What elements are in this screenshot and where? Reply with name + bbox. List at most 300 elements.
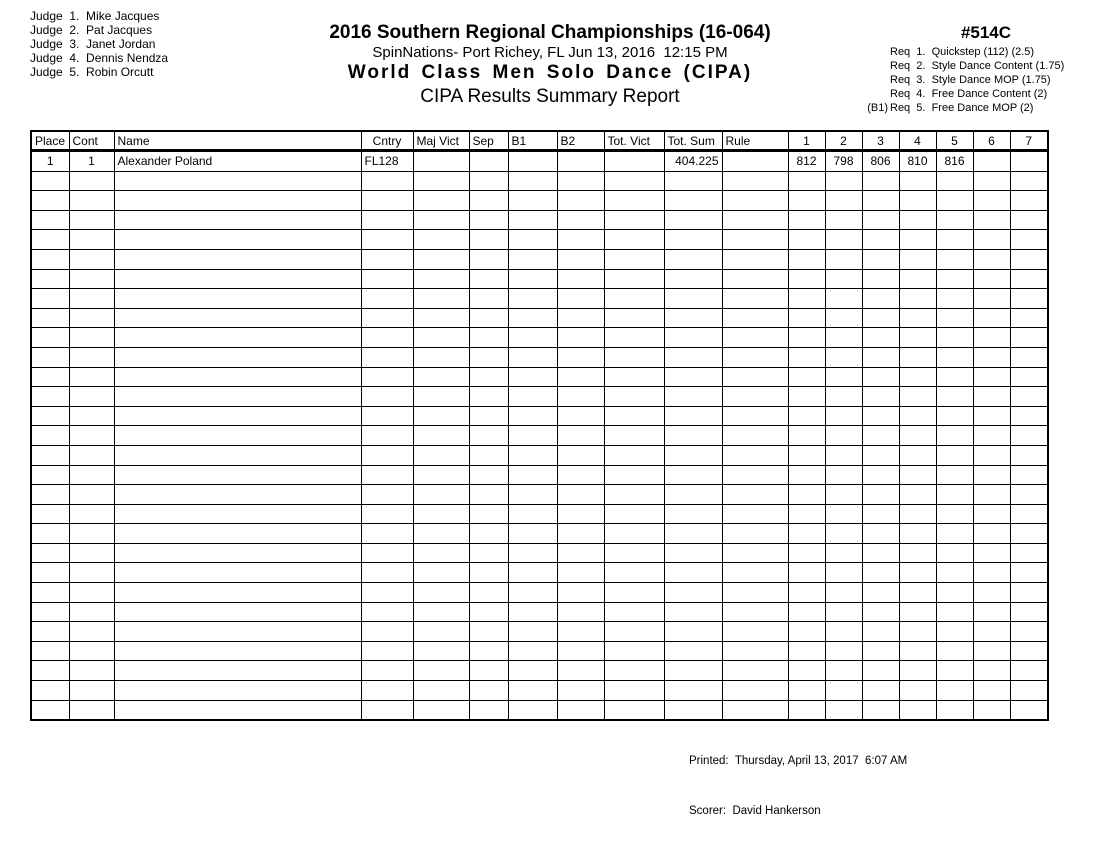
cell-2: 798: [825, 151, 862, 172]
cell-b1: [508, 465, 557, 485]
cell-b1: [508, 367, 557, 387]
cell-3: [862, 563, 899, 583]
cell-cont: [69, 387, 114, 407]
cell-name: [114, 328, 361, 348]
cell-1: [788, 700, 825, 720]
requirement-line: [864, 87, 1082, 101]
cell-cntry: [361, 289, 413, 309]
cell-1: [788, 210, 825, 230]
cell-tot-vict: [604, 171, 664, 191]
cell-maj-vict: [413, 485, 469, 505]
event-number: #514C: [960, 23, 1012, 42]
cell-3: [862, 230, 899, 250]
cell-tot-sum: [664, 661, 722, 681]
cell-sep: [469, 583, 508, 603]
cell-5: [936, 543, 973, 563]
cell-place: [31, 269, 69, 289]
cell-b1: [508, 426, 557, 446]
cell-4: [899, 269, 936, 289]
cell-6: [973, 289, 1010, 309]
cell-cntry: [361, 171, 413, 191]
cell-maj-vict: [413, 249, 469, 269]
cell-place: [31, 230, 69, 250]
empty-row: [31, 661, 1048, 681]
cell-5: 816: [936, 151, 973, 172]
empty-row: [31, 230, 1048, 250]
cell-b2: [557, 426, 604, 446]
cell-6: [973, 622, 1010, 642]
cell-name: [114, 347, 361, 367]
cell-1: [788, 387, 825, 407]
cell-2: [825, 191, 862, 211]
cell-place: [31, 289, 69, 309]
cell-tot-sum: [664, 622, 722, 642]
cell-6: [973, 387, 1010, 407]
cell-place: [31, 171, 69, 191]
cell-maj-vict: [413, 191, 469, 211]
cell-b1: [508, 661, 557, 681]
cell-5: [936, 308, 973, 328]
cell-4: [899, 563, 936, 583]
cell-2: [825, 367, 862, 387]
cell-name: [114, 249, 361, 269]
cell-place: [31, 445, 69, 465]
cell-tot-vict: [604, 347, 664, 367]
cell-3: [862, 289, 899, 309]
cell-maj-vict: [413, 543, 469, 563]
cell-cont: [69, 367, 114, 387]
empty-row: [31, 641, 1048, 661]
cell-tot-vict: [604, 641, 664, 661]
cell-rule: [722, 269, 788, 289]
cell-name: [114, 367, 361, 387]
cell-2: [825, 230, 862, 250]
cell-name: [114, 485, 361, 505]
cell-7: [1010, 171, 1048, 191]
cell-cntry: [361, 583, 413, 603]
cell-6: [973, 269, 1010, 289]
cell-place: [31, 543, 69, 563]
cell-b2: [557, 367, 604, 387]
cell-3: [862, 681, 899, 701]
cell-tot-vict: [604, 504, 664, 524]
cell-tot-vict: [604, 269, 664, 289]
cell-place: [31, 406, 69, 426]
cell-tot-vict: [604, 583, 664, 603]
cell-tot-sum: [664, 641, 722, 661]
cell-1: [788, 465, 825, 485]
cell-maj-vict: [413, 151, 469, 172]
cell-7: [1010, 308, 1048, 328]
col-header-7: 7: [1010, 131, 1048, 151]
cell-b2: [557, 700, 604, 720]
cell-b1: [508, 641, 557, 661]
cell-5: [936, 700, 973, 720]
cell-sep: [469, 641, 508, 661]
scorer-line: Scorer: David Hankerson: [689, 805, 821, 817]
empty-row: [31, 543, 1048, 563]
cell-6: [973, 602, 1010, 622]
cell-tot-vict: [604, 387, 664, 407]
cell-2: [825, 681, 862, 701]
cell-2: [825, 269, 862, 289]
cell-5: [936, 210, 973, 230]
cell-name: [114, 524, 361, 544]
judge-line: Judge 3. Janet Jordan: [30, 37, 156, 51]
cell-rule: [722, 171, 788, 191]
cell-6: [973, 700, 1010, 720]
cell-7: [1010, 347, 1048, 367]
cell-4: [899, 641, 936, 661]
cell-b1: [508, 543, 557, 563]
cell-cont: [69, 308, 114, 328]
cell-tot-sum: [664, 504, 722, 524]
requirement-line: [864, 101, 1082, 115]
cell-3: [862, 700, 899, 720]
empty-row: [31, 269, 1048, 289]
cell-5: [936, 641, 973, 661]
cell-1: [788, 602, 825, 622]
cell-sep: [469, 308, 508, 328]
cell-cntry: [361, 622, 413, 642]
cell-5: [936, 445, 973, 465]
cell-maj-vict: [413, 387, 469, 407]
cell-sep: [469, 602, 508, 622]
cell-b1: [508, 563, 557, 583]
cell-4: [899, 406, 936, 426]
cell-tot-vict: [604, 367, 664, 387]
cell-sep: [469, 289, 508, 309]
cell-3: 806: [862, 151, 899, 172]
cell-6: [973, 210, 1010, 230]
cell-tot-sum: [664, 426, 722, 446]
event-info-block: [864, 24, 1082, 115]
cell-2: [825, 661, 862, 681]
cell-maj-vict: [413, 171, 469, 191]
cell-place: [31, 191, 69, 211]
cell-tot-sum: [664, 543, 722, 563]
cell-sep: [469, 661, 508, 681]
cell-maj-vict: [413, 563, 469, 583]
cell-b2: [557, 445, 604, 465]
cell-b2: [557, 151, 604, 172]
cell-tot-sum: [664, 602, 722, 622]
cell-6: [973, 661, 1010, 681]
cell-3: [862, 171, 899, 191]
cell-7: [1010, 426, 1048, 446]
cell-maj-vict: [413, 661, 469, 681]
cell-4: [899, 700, 936, 720]
col-header-tot-sum: Tot. Sum: [664, 131, 722, 151]
cell-cntry: [361, 387, 413, 407]
requirement-text: Req 3. Style Dance MOP (1.75): [890, 74, 1051, 86]
cell-1: [788, 249, 825, 269]
cell-tot-sum: [664, 328, 722, 348]
cell-rule: [722, 210, 788, 230]
cell-sep: [469, 151, 508, 172]
cell-2: [825, 210, 862, 230]
cell-7: [1010, 563, 1048, 583]
cell-3: [862, 622, 899, 642]
cell-1: [788, 191, 825, 211]
cell-maj-vict: [413, 210, 469, 230]
cell-3: [862, 249, 899, 269]
cell-tot-vict: [604, 700, 664, 720]
cell-tot-sum: [664, 524, 722, 544]
cell-sep: [469, 504, 508, 524]
cell-cont: [69, 700, 114, 720]
cell-7: [1010, 445, 1048, 465]
requirement-text: Req 2. Style Dance Content (1.75): [890, 60, 1065, 72]
cell-1: [788, 445, 825, 465]
cell-rule: [722, 563, 788, 583]
cell-1: [788, 230, 825, 250]
cell-name: [114, 191, 361, 211]
cell-b1: [508, 328, 557, 348]
cell-b2: [557, 485, 604, 505]
cell-4: [899, 367, 936, 387]
cell-7: [1010, 543, 1048, 563]
cell-name: [114, 465, 361, 485]
cell-sep: [469, 269, 508, 289]
cell-1: [788, 681, 825, 701]
cell-2: [825, 641, 862, 661]
col-header-rule: Rule: [722, 131, 788, 151]
cell-3: [862, 269, 899, 289]
cell-name: [114, 583, 361, 603]
cell-sep: [469, 406, 508, 426]
cell-2: [825, 583, 862, 603]
cell-cntry: [361, 230, 413, 250]
cell-b2: [557, 661, 604, 681]
cell-rule: [722, 622, 788, 642]
cell-5: [936, 681, 973, 701]
cell-2: [825, 465, 862, 485]
cell-1: [788, 426, 825, 446]
cell-name: [114, 661, 361, 681]
cell-4: [899, 524, 936, 544]
cell-b1: [508, 171, 557, 191]
empty-row: [31, 563, 1048, 583]
cell-cont: [69, 406, 114, 426]
cell-6: [973, 367, 1010, 387]
empty-row: [31, 347, 1048, 367]
cell-sep: [469, 347, 508, 367]
cell-rule: [722, 406, 788, 426]
cell-2: [825, 524, 862, 544]
cell-4: [899, 445, 936, 465]
cell-6: [973, 445, 1010, 465]
cell-4: [899, 387, 936, 407]
cell-sep: [469, 563, 508, 583]
cell-7: [1010, 700, 1048, 720]
cell-4: [899, 485, 936, 505]
cell-name: [114, 563, 361, 583]
cell-6: [973, 524, 1010, 544]
cell-tot-vict: [604, 249, 664, 269]
cell-tot-vict: [604, 622, 664, 642]
cell-place: [31, 426, 69, 446]
col-header-5: 5: [936, 131, 973, 151]
cell-6: [973, 347, 1010, 367]
cell-7: [1010, 524, 1048, 544]
cell-6: [973, 191, 1010, 211]
cell-sep: [469, 328, 508, 348]
cell-tot-vict: [604, 563, 664, 583]
cell-tot-vict: [604, 308, 664, 328]
cell-cntry: [361, 347, 413, 367]
cell-maj-vict: [413, 602, 469, 622]
cell-2: [825, 504, 862, 524]
cell-cntry: [361, 367, 413, 387]
cell-b1: [508, 269, 557, 289]
cell-6: [973, 504, 1010, 524]
cell-rule: [722, 191, 788, 211]
cell-rule: [722, 465, 788, 485]
cell-maj-vict: [413, 328, 469, 348]
cell-b2: [557, 328, 604, 348]
cell-place: [31, 465, 69, 485]
cell-tot-vict: [604, 602, 664, 622]
judge-line: Judge 5. Robin Orcutt: [30, 65, 154, 79]
cell-6: [973, 406, 1010, 426]
cell-2: [825, 622, 862, 642]
cell-rule: [722, 602, 788, 622]
cell-b1: [508, 249, 557, 269]
cell-3: [862, 445, 899, 465]
cell-2: [825, 387, 862, 407]
cell-2: [825, 543, 862, 563]
cell-b2: [557, 641, 604, 661]
cell-cont: [69, 602, 114, 622]
cell-cntry: [361, 641, 413, 661]
cell-1: 812: [788, 151, 825, 172]
cell-tot-sum: [664, 289, 722, 309]
cell-place: [31, 622, 69, 642]
cell-b1: [508, 622, 557, 642]
cell-tot-sum: [664, 485, 722, 505]
cell-1: [788, 504, 825, 524]
cell-7: [1010, 622, 1048, 642]
cell-3: [862, 308, 899, 328]
cell-b2: [557, 622, 604, 642]
cell-maj-vict: [413, 367, 469, 387]
cell-2: [825, 602, 862, 622]
cell-4: [899, 347, 936, 367]
results-table-body: [31, 151, 1048, 721]
cell-name: [114, 308, 361, 328]
cell-6: [973, 328, 1010, 348]
cell-tot-sum: [664, 700, 722, 720]
cell-rule: [722, 249, 788, 269]
cell-cntry: [361, 543, 413, 563]
cell-7: [1010, 151, 1048, 172]
cell-1: [788, 622, 825, 642]
col-header-3: 3: [862, 131, 899, 151]
judge-line: Judge 2. Pat Jacques: [30, 23, 153, 37]
cell-cont: [69, 230, 114, 250]
cell-place: [31, 563, 69, 583]
cell-place: [31, 641, 69, 661]
cell-maj-vict: [413, 622, 469, 642]
cell-maj-vict: [413, 269, 469, 289]
cell-rule: [722, 328, 788, 348]
cell-6: [973, 583, 1010, 603]
cell-cont: [69, 328, 114, 348]
cell-place: [31, 347, 69, 367]
cell-maj-vict: [413, 641, 469, 661]
cell-tot-sum: [664, 308, 722, 328]
cell-name: [114, 681, 361, 701]
empty-row: [31, 583, 1048, 603]
cell-6: [973, 151, 1010, 172]
cell-5: [936, 524, 973, 544]
cell-b2: [557, 602, 604, 622]
cell-4: [899, 191, 936, 211]
cell-tot-vict: [604, 406, 664, 426]
cell-place: 1: [31, 151, 69, 172]
cell-3: [862, 367, 899, 387]
cell-b2: [557, 543, 604, 563]
requirement-line: [864, 45, 1082, 59]
cell-tot-sum: [664, 210, 722, 230]
cell-5: [936, 465, 973, 485]
cell-place: [31, 367, 69, 387]
judge-line: Judge 1. Mike Jacques: [30, 9, 160, 23]
cell-tot-sum: [664, 171, 722, 191]
cell-b1: [508, 308, 557, 328]
cell-4: [899, 504, 936, 524]
cell-1: [788, 524, 825, 544]
cell-6: [973, 426, 1010, 446]
cell-b1: [508, 347, 557, 367]
cell-tot-vict: [604, 289, 664, 309]
cell-tot-sum: [664, 387, 722, 407]
cell-name: [114, 641, 361, 661]
cell-7: [1010, 289, 1048, 309]
cell-5: [936, 602, 973, 622]
cell-b1: [508, 485, 557, 505]
cell-rule: [722, 504, 788, 524]
cell-place: [31, 681, 69, 701]
requirement-prefix: [864, 59, 890, 73]
col-header-b1: B1: [508, 131, 557, 151]
cell-7: [1010, 602, 1048, 622]
requirement-prefix: [864, 73, 890, 87]
cell-3: [862, 543, 899, 563]
col-header-sep: Sep: [469, 131, 508, 151]
cell-1: [788, 661, 825, 681]
cell-6: [973, 543, 1010, 563]
cell-cont: [69, 347, 114, 367]
cell-tot-vict: [604, 230, 664, 250]
cell-sep: [469, 171, 508, 191]
cell-1: [788, 347, 825, 367]
cell-rule: [722, 426, 788, 446]
cell-6: [973, 563, 1010, 583]
cell-cntry: [361, 249, 413, 269]
cell-4: [899, 426, 936, 446]
cell-tot-sum: [664, 347, 722, 367]
cell-cont: [69, 622, 114, 642]
cell-2: [825, 171, 862, 191]
cell-2: [825, 347, 862, 367]
venue-date-line: SpinNations- Port Richey, FL Jun 13, 2016 12:15 PM: [372, 44, 728, 61]
cell-tot-vict: [604, 681, 664, 701]
cell-5: [936, 426, 973, 446]
cell-tot-sum: [664, 367, 722, 387]
cell-tot-sum: [664, 563, 722, 583]
